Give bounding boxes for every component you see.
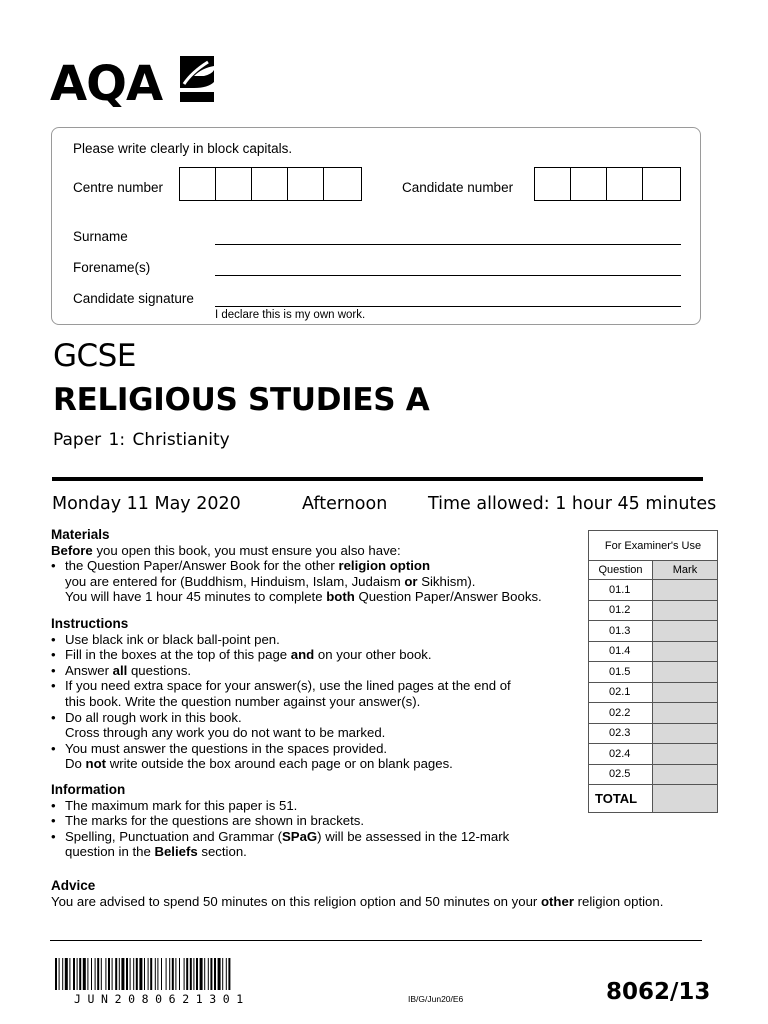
question-number: 01.2	[589, 600, 653, 621]
examiner-table-title: For Examiner's Use	[589, 531, 718, 561]
examiner-row	[589, 764, 718, 785]
materials-item: • the Question Paper/Answer Book for the other religion option you are entered for (Buddhism, Hinduism, Islam, Judaism or Sikhism). You will have 1 hour 45 minutes to complete both Question Paper/Answer Books.	[51, 558, 591, 605]
candidate-number-label: Candidate number	[402, 180, 514, 195]
question-number: 01.1	[589, 580, 653, 601]
instructions-section	[51, 616, 591, 772]
qualification-title: GCSE	[53, 338, 136, 374]
mark-cell	[653, 723, 718, 744]
advice-text: You are advised to spend 50 minutes on this religion option and 50 minutes on your other religion option.	[51, 893, 664, 909]
block-capitals-instruction: Please write clearly in block capitals.	[73, 141, 293, 156]
mark-cell	[653, 641, 718, 662]
instructions-heading: Instructions	[51, 616, 129, 631]
examiner-row	[589, 580, 718, 601]
examiner-row	[589, 662, 718, 683]
advice-heading: Advice	[51, 878, 96, 893]
mark-cell	[653, 682, 718, 703]
question-number: 01.4	[589, 641, 653, 662]
information-section	[51, 782, 591, 860]
forenames-label: Forename(s)	[73, 260, 151, 275]
information-item: • The marks for the questions are shown in brackets.	[51, 813, 591, 829]
examiner-row	[589, 703, 718, 724]
logo-text: AQA	[50, 56, 163, 112]
examiner-row	[589, 600, 718, 621]
examiner-row	[589, 744, 718, 765]
mark-column-header: Mark	[653, 561, 718, 580]
question-number: 02.1	[589, 682, 653, 703]
mark-cell	[653, 580, 718, 601]
examiner-row	[589, 621, 718, 642]
examiner-row	[589, 641, 718, 662]
instruction-item: • Fill in the boxes at the top of this page and on your other book.	[51, 647, 591, 663]
paper-title: Paper 1: Christianity	[53, 430, 230, 450]
paper-reference: IB/G/Jun20/E6	[408, 994, 464, 1004]
total-label: TOTAL	[589, 785, 653, 813]
paper-code: 8062/13	[606, 979, 711, 1005]
surname-field[interactable]	[215, 244, 681, 245]
mark-cell	[653, 662, 718, 683]
aqa-logo	[50, 54, 216, 110]
materials-section	[51, 527, 591, 605]
exam-date: Monday 11 May 2020	[52, 494, 241, 514]
instruction-item: • Answer all questions.	[51, 663, 591, 679]
signature-field[interactable]	[215, 306, 681, 307]
advice-section	[51, 878, 691, 909]
question-number: 01.3	[589, 621, 653, 642]
question-number: 02.3	[589, 723, 653, 744]
information-heading: Information	[51, 782, 126, 797]
materials-heading: Materials	[51, 527, 110, 542]
mark-cell	[653, 600, 718, 621]
materials-intro: Before you open this book, you must ensure you also have:	[51, 542, 401, 558]
total-mark-cell	[653, 785, 718, 813]
forenames-field[interactable]	[215, 275, 681, 276]
leaf-icon	[178, 54, 216, 104]
centre-number-label: Centre number	[73, 180, 164, 195]
exam-session: Afternoon	[302, 494, 388, 514]
instruction-item: • Use black ink or black ball-point pen.	[51, 632, 591, 648]
question-number: 02.5	[589, 764, 653, 785]
time-allowed: Time allowed: 1 hour 45 minutes	[428, 494, 717, 514]
mark-cell	[653, 744, 718, 765]
mark-cell	[653, 621, 718, 642]
examiner-row	[589, 682, 718, 703]
question-column-header: Question	[589, 561, 653, 580]
information-item: • The maximum mark for this paper is 51.	[51, 798, 591, 814]
instruction-item: • Do all rough work in this book. Cross through any work you do not want to be marked.	[51, 710, 591, 741]
barcode-number: JUN2080621301	[74, 992, 250, 1006]
surname-label: Surname	[73, 229, 128, 244]
signature-label: Candidate signature	[73, 291, 194, 306]
examiner-row	[589, 723, 718, 744]
centre-number-boxes[interactable]	[179, 167, 362, 201]
information-item: • Spelling, Punctuation and Grammar (SPaG) will be assessed in the 12-mark question in the Beliefs section.	[51, 829, 591, 860]
subject-title: RELIGIOUS STUDIES A	[53, 382, 430, 418]
examiner-use-table	[588, 530, 718, 813]
title-rule	[52, 477, 703, 481]
mark-cell	[653, 703, 718, 724]
mark-cell	[653, 764, 718, 785]
candidate-number-boxes[interactable]	[534, 167, 681, 201]
footer-rule	[50, 940, 702, 941]
question-number: 02.4	[589, 744, 653, 765]
question-number: 02.2	[589, 703, 653, 724]
question-number: 01.5	[589, 662, 653, 683]
declaration-text: I declare this is my own work.	[215, 309, 366, 321]
barcode-image	[55, 958, 317, 990]
instruction-item: • You must answer the questions in the spaces provided. Do not write outside the box around each page or on blank pages.	[51, 741, 591, 772]
instruction-item: • If you need extra space for your answer(s), use the lined pages at the end of this book. Write the question number against your answer(s).	[51, 678, 591, 709]
